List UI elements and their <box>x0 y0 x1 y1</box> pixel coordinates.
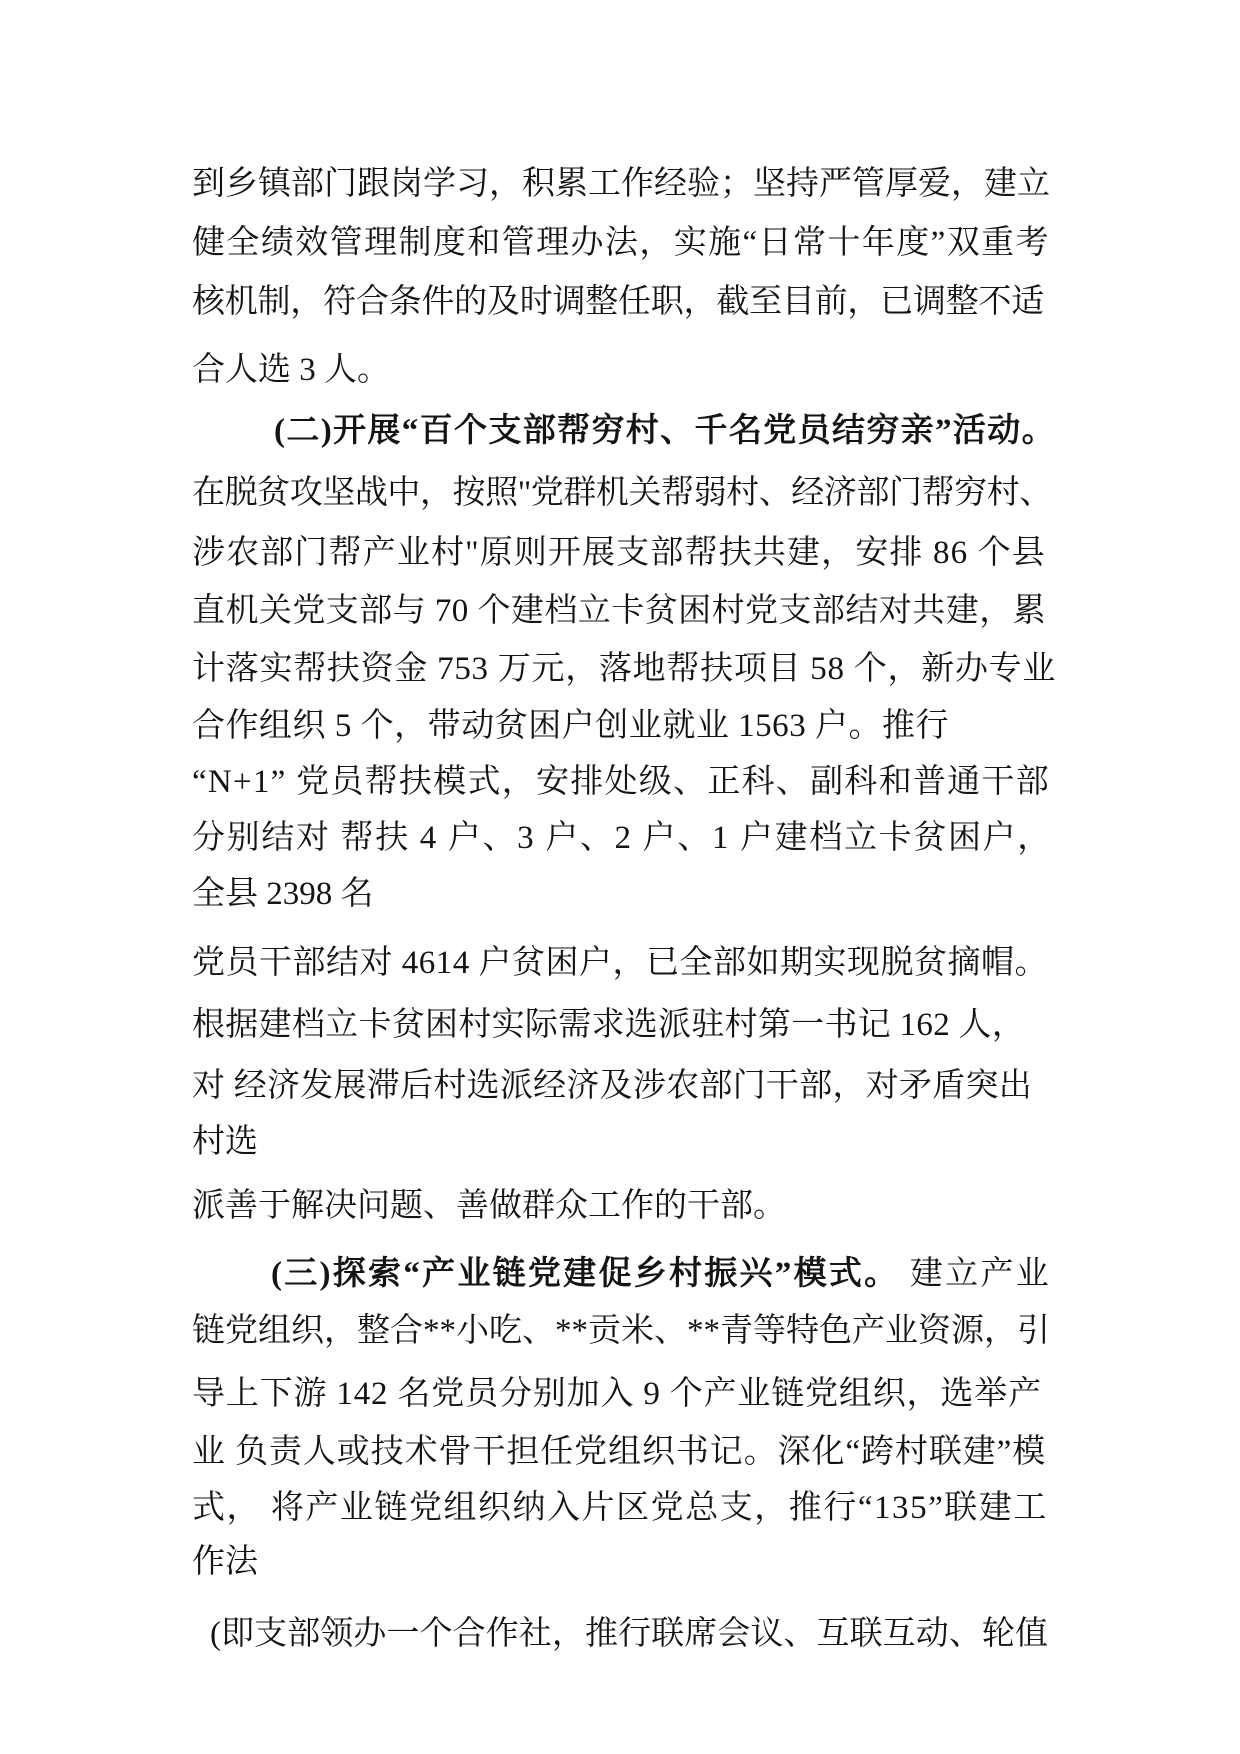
section-heading-line <box>271 1252 1051 1296</box>
text-line: 涉农部门帮产业村"原则开展支部帮扶共建，安排 86 个县 <box>192 535 1046 571</box>
text-line: 合作组织 5 个，带动贫困户创业就业 1563 户。推行 <box>192 708 950 744</box>
text-line: 村选 <box>192 1124 258 1160</box>
text-line: 对 经济发展滞后村选派经济及涉农部门干部，对矛盾突出 <box>192 1068 1033 1104</box>
text-line: 作法 <box>192 1544 258 1580</box>
section-heading: (三)探索“产业链党建促乡村振兴”模式。 <box>271 1256 900 1292</box>
text-line: (即支部领办一个合作社，推行联席会议、互联互动、轮值 <box>210 1616 1049 1652</box>
text-line: 合人选 3 人。 <box>192 352 390 388</box>
text-line: 全县 2398 名 <box>192 876 374 912</box>
text-line: 党员干部结对 4614 户贫困户，已全部如期实现脱贫摘帽。 <box>192 945 1048 981</box>
text-line: 派善于解决问题、善做群众工作的干部。 <box>192 1188 786 1224</box>
text-line: 到乡镇部门跟岗学习，积累工作经验；坚持严管厚爱，建立 <box>192 166 1050 202</box>
text-line: 链党组织，整合**小吃、**贡米、**青等特色产业资源，引 <box>192 1313 1050 1349</box>
text-line: 导上下游 142 名党员分别加入 9 个产业链党组织，选举产 <box>192 1376 1042 1412</box>
heading-tail-text: 建立产业 <box>899 1256 1051 1292</box>
text-line: 根据建档立卡贫困村实际需求选派驻村第一书记 162 人， <box>192 1007 1026 1043</box>
text-line: 业 负责人或技术骨干担任党组织书记。深化“跨村联建”模 <box>192 1434 1047 1470</box>
text-line: 核机制，符合条件的及时调整任职，截至目前，已调整不适 <box>192 284 1045 320</box>
text-line: 分别结对 帮扶 4 户、3 户、2 户、1 户建档立卡贫困户， <box>192 820 1052 856</box>
text-line: “N+1” 党员帮扶模式，安排处级、正科、副科和普通干部 <box>192 764 1051 800</box>
text-line: 健全绩效管理制度和管理办法，实施“日常十年度”双重考 <box>192 225 1050 261</box>
section-heading: (二)开展“百个支部帮穷村、千名党员结穷亲”活动。 <box>274 413 1056 449</box>
text-line: 式， 将产业链党组织纳入片区党总支，推行“135”联建工 <box>192 1490 1048 1526</box>
text-line: 在脱贫攻坚战中，按照"党群机关帮弱村、经济部门帮穷村、 <box>192 475 1052 511</box>
text-line: 计落实帮扶资金 753 万元，落地帮扶项目 58 个，新办专业 <box>192 651 1057 687</box>
text-line: 直机关党支部与 70 个建档立卡贫困村党支部结对共建，累 <box>192 593 1047 629</box>
